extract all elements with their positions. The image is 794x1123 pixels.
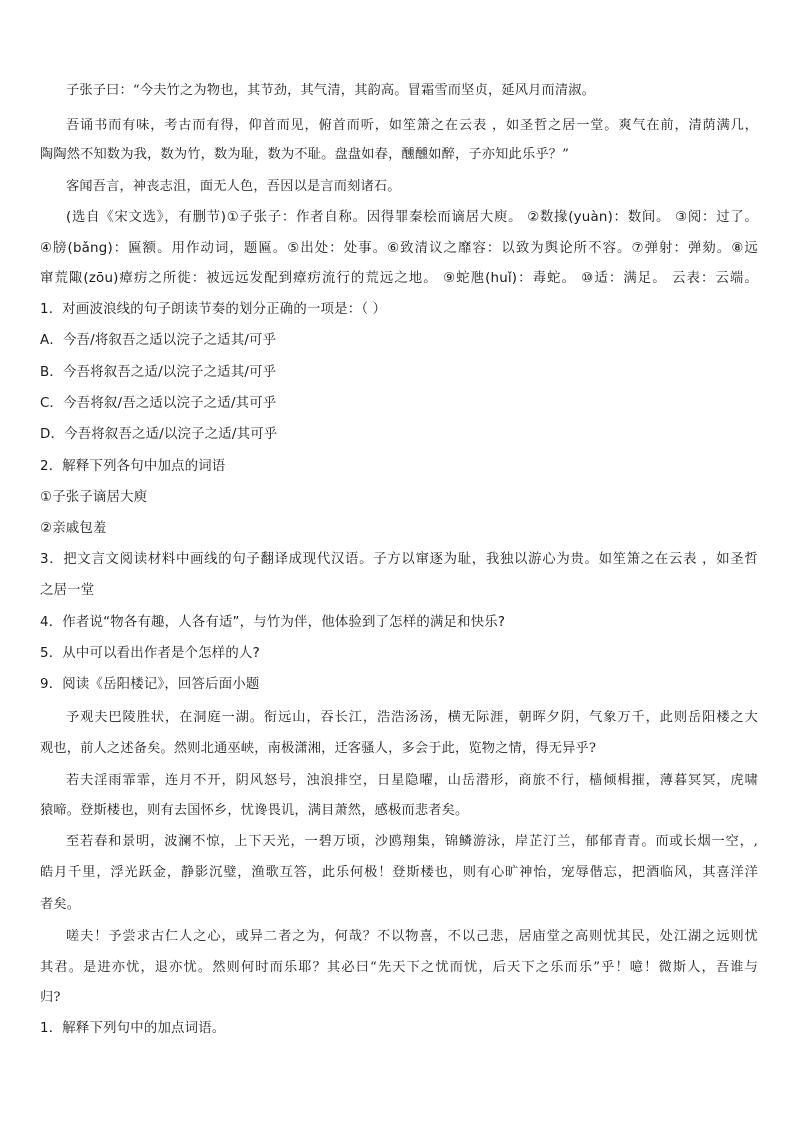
source-note-line-3: 窜荒陬(zōu)瘴疠之所徙：被远远发配到瘴疠流行的荒远之地。 ⑨蛇虺(huǐ)：毒蛇。 ⑩适：满足。 云表：云端。	[40, 271, 758, 286]
question-1-option-a: A．今吾/将叙吾之适以浣子之适其/可乎	[40, 333, 277, 348]
yueyang-paragraph-4-line-3: 归?	[40, 990, 61, 1005]
yueyang-paragraph-1-line-1: 予观夫巴陵胜状，在洞庭一湖。衔远山，吞长江，浩浩汤汤，横无际涯，朝晖夕阴，气象万千，此则岳阳楼之大	[66, 710, 758, 725]
passage1-paragraph-2-line-1: 吾诵书而有味，考古而有得，仰首而见，俯首而听，如笙箫之在云表 ，如圣哲之居一堂。爽气在前，清荫满几，	[66, 118, 758, 133]
passage1-paragraph-3: 客闻吾言，神丧志沮，面无人色，吾因以是言而刻诸石。	[66, 179, 401, 194]
yueyang-paragraph-1-line-2: 观也，前人之述备矣。然则北通巫峡，南极潇湘，迁客骚人，多会于此，览物之情，得无异乎?	[40, 741, 597, 756]
yueyang-paragraph-2-line-2: 猿啼。登斯楼也，则有去国怀乡，忧谗畏讥，满目萧然，感极而悲者矣。	[40, 803, 469, 818]
question-2: 2．解释下列各句中加点的词语	[40, 459, 226, 474]
section-9-question-1: 1．解释下列句中的加点词语。	[40, 1021, 226, 1036]
yueyang-paragraph-4-line-2: 其君。是进亦忧，退亦忧。然则何时而乐耶？其必曰“先天下之忧而忧，后天下之乐而乐”乎！噫！微斯人，吾谁与	[40, 960, 758, 975]
question-3-line-1: 3．把文言文阅读材料中画线的句子翻译成现代汉语。子方以窜逐为耻，我独以游心为贵。如笙箫之在云表 ，如圣哲	[40, 552, 758, 567]
source-note-line-2: ④牓(bǎng)：匾额。用作动词，题匾。⑤出处：处事。⑥致清议之靡容：以致为舆论所不容。⑦弹射：弹劾。⑧远	[40, 241, 758, 256]
question-3-line-2: 之居一堂	[40, 583, 95, 598]
question-2-item-1: ①子张子谪居大庾	[40, 490, 148, 505]
passage1-paragraph-2-line-2: 陶陶然不知数为我，数为竹，数为耻，数为不耻。盘盘如春，醺醺如醉，子亦知此乐乎？”	[40, 147, 570, 162]
question-1-option-b: B．今吾将叙吾之适/以浣子之适其/可乎	[40, 365, 277, 380]
question-1-option-c: C．今吾将叙/吾之适以浣子之适/其可乎	[40, 396, 277, 411]
question-1: 1．对画波浪线的句子朗读节奏的划分正确的一项是：（ ）	[40, 302, 387, 317]
question-2-item-2: ②亲戚包羞	[40, 521, 107, 536]
yueyang-paragraph-3-line-1: 至若春和景明，波澜不惊，上下天光，一碧万顷，沙鸥翔集，锦鳞游泳，岸芷汀兰，郁郁青青。而或长烟一空，,	[66, 834, 758, 849]
yueyang-paragraph-3-line-3: 者矣。	[40, 897, 81, 912]
question-1-option-d: D．今吾将叙吾之适/以浣子之适/其可乎	[40, 427, 278, 442]
question-4: 4．作者说“物各有趣，人各有适”，与竹为伴，他体验到了怎样的满足和快乐?	[40, 615, 506, 630]
yueyang-paragraph-2-line-1: 若夫淫雨霏霏，连月不开，阴风怒号，浊浪排空，日星隐曜，山岳潜形，商旅不行，樯倾楫摧，薄暮冥冥，虎啸	[66, 773, 758, 788]
section-9-heading: 9．阅读《岳阳楼记》，回答后面小题	[40, 677, 260, 692]
yueyang-paragraph-3-line-2: 皓月千里，浮光跃金，静影沉璧，渔歌互答，此乐何极！登斯楼也，则有心旷神怡，宠辱偕忘，把酒临风，其喜洋洋	[40, 865, 758, 880]
question-5: 5．从中可以看出作者是个怎样的人?	[40, 646, 260, 661]
passage1-paragraph-1: 子张子曰：“今夫竹之为物也，其节劲，其气清，其韵高。冒霜雪而坚贞，延风月而清淑。	[66, 83, 596, 98]
yueyang-paragraph-4-line-1: 嗟夫！予尝求古仁人之心，或异二者之为，何哉？不以物喜，不以己悲，居庙堂之高则忧其民，处江湖之远则忧	[66, 929, 758, 944]
source-note-line-1: (选自《宋文选》，有删节)①子张子：作者自称。因得罪秦桧而谪居大庾。 ②数掾(yuàn)：数间。 ③阅：过了。	[66, 210, 758, 225]
